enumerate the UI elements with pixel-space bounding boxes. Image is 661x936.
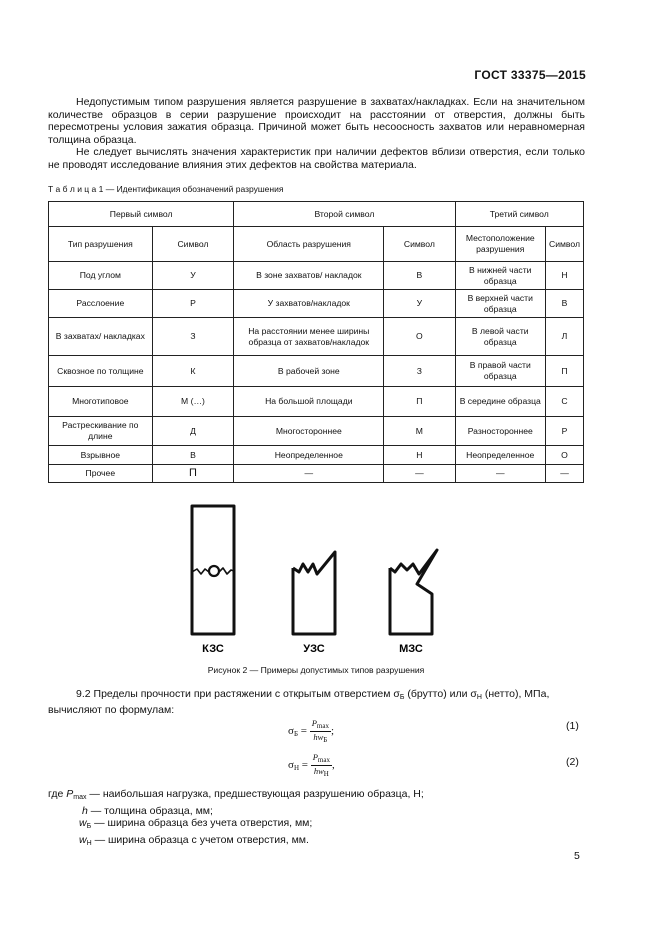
- specimen-kzs-drawing: [192, 506, 234, 634]
- table-row: [49, 465, 584, 483]
- legend-item: [48, 817, 424, 834]
- table-row: [49, 290, 584, 318]
- table-cell: Д: [152, 417, 234, 446]
- group-first-symbol: Первый символ: [49, 202, 234, 227]
- table-cell: В верхней части образца: [455, 290, 546, 318]
- table-cell: У захватов/накладок: [234, 290, 384, 318]
- table-cell: В захватах/ накладках: [49, 318, 153, 356]
- figure-caption: Рисунок 2 — Примеры допустимых типов разрушения: [207, 665, 425, 675]
- group-third-symbol: Третий символ: [455, 202, 584, 227]
- specimen-mzs-drawing: [390, 550, 437, 634]
- legend-item: [48, 834, 424, 851]
- formula-1-num: P: [311, 718, 317, 728]
- sub-b: Б: [399, 694, 405, 701]
- table-cell: О: [384, 318, 455, 356]
- table-cell: П: [384, 387, 455, 417]
- section-9-2-text: [48, 688, 585, 717]
- table-cell: В левой части образца: [455, 318, 546, 356]
- table-cell: К: [152, 356, 234, 387]
- sub-n: Н: [476, 694, 482, 701]
- table-cell: Растрескивание по длине: [49, 417, 153, 446]
- formula-2-den-sub: Н: [323, 770, 329, 778]
- table-row: [49, 446, 584, 465]
- equation-number-2: (2): [566, 756, 579, 768]
- table-cell: В: [546, 290, 584, 318]
- document-header: ГОСТ 33375—2015: [474, 68, 586, 82]
- formula-2-fraction: [311, 752, 332, 779]
- formula-2-num-sub: max: [317, 756, 330, 764]
- section-text-b: (брутто) или σ: [404, 688, 477, 700]
- legend-text: — наибольшая нагрузка, предшествующая разрушению образца, Н;: [86, 788, 424, 800]
- table-cell: В нижней части образца: [455, 262, 546, 290]
- formula-1-tail: ;: [330, 725, 335, 738]
- table-cell: З: [384, 356, 455, 387]
- formula-2-lhs: σ: [288, 759, 294, 772]
- label-uzs: УЗС: [303, 643, 325, 655]
- table-cell: Под углом: [49, 262, 153, 290]
- table-row: [49, 262, 584, 290]
- legend-sub: max: [73, 794, 87, 801]
- legend-symbol: h: [82, 804, 88, 817]
- table-cell: —: [546, 465, 584, 483]
- table-cell: О: [546, 446, 584, 465]
- page-number: 5: [574, 850, 580, 862]
- table-cell: П: [152, 465, 234, 483]
- legend-sub: Б: [86, 823, 92, 830]
- table-cell: Н: [546, 262, 584, 290]
- table-cell: С: [546, 387, 584, 417]
- table-cell: В зоне захватов/ накладок: [234, 262, 384, 290]
- formula-1-num-sub: max: [316, 722, 329, 730]
- formula-2-lhs-sub: Н: [293, 764, 299, 773]
- table-cell: На расстоянии менее ширины образца от захватов/накладок: [234, 318, 384, 356]
- table-cell: Взрывное: [49, 446, 153, 465]
- table-cell: Сквозное по толщине: [49, 356, 153, 387]
- table-cell: —: [455, 465, 546, 483]
- subheader-cell: Символ: [546, 227, 584, 262]
- section-text-c: (нетто), МПа, вычисляют по формулам:: [48, 688, 550, 716]
- table-row: [49, 417, 584, 446]
- table-cell: У: [152, 262, 234, 290]
- specimen-uzs-drawing: [293, 552, 335, 634]
- legend-text: — толщина образца, мм;: [87, 804, 213, 817]
- table-cell: В правой части образца: [455, 356, 546, 387]
- section-number: 9.2: [76, 688, 91, 700]
- table-cell: Многотиповое: [49, 387, 153, 417]
- table-cell: Р: [546, 417, 584, 446]
- formula-2: $\sigma_Н$ = $\frac{P_{max}}{hw_Н}$ ,: [288, 752, 335, 778]
- table-cell: —: [234, 465, 384, 483]
- subheader-cell: Местоположение разрушения: [455, 227, 546, 262]
- legend-symbol: P: [66, 788, 74, 800]
- table-cell: Н: [384, 446, 455, 465]
- failure-types-figure: [185, 500, 455, 660]
- table-caption: Т а б л и ц а 1 — Идентификация обозначений разрушения: [48, 184, 284, 194]
- legend-where: где: [48, 788, 64, 800]
- section-9-2: [48, 688, 585, 717]
- table-cell: Прочее: [49, 465, 153, 483]
- legend-sub: Н: [86, 839, 92, 847]
- table-cell: Расслоение: [49, 290, 153, 318]
- table-cell: Р: [152, 290, 234, 318]
- equation-number-1: (1): [566, 720, 579, 732]
- intro-text: [48, 96, 585, 171]
- formula-1-lhs: σ: [288, 725, 294, 738]
- subheader-cell: Символ: [152, 227, 234, 262]
- table-group-header: [49, 202, 584, 227]
- legend-text: — ширина образца с учетом отверстия, мм.: [91, 833, 309, 846]
- table-cell: З: [152, 318, 234, 356]
- table-cell: На большой площади: [234, 387, 384, 417]
- table-cell: У: [384, 290, 455, 318]
- table-row: [49, 387, 584, 417]
- legend-symbol: w: [79, 833, 87, 846]
- legend-item: [48, 805, 424, 818]
- formula-2-den: hw: [313, 766, 324, 776]
- table-cell: В: [384, 262, 455, 290]
- formula-2-tail: ,: [331, 759, 335, 772]
- section-text-a: Пределы прочности при растяжении с открытым отверстием σ: [93, 688, 400, 700]
- table-cell: В рабочей зоне: [234, 356, 384, 387]
- table-cell: В: [152, 446, 234, 465]
- paragraph-1: Недопустимым типом разрушения является разрушение в захватах/накладках. Если на значительном количестве образцов в серии разрушение происходит на расстоянии от отверстия, должны быть пересмотрены условия зажатия образца. Причиной может быть несоосность захватов или неравномерная толщина образца.: [48, 96, 585, 146]
- formula-2-num: P: [312, 752, 318, 762]
- legend-item: [48, 788, 424, 805]
- formula-1-lhs-sub: Б: [293, 730, 298, 739]
- table-cell: —: [384, 465, 455, 483]
- table-cell: М: [384, 417, 455, 446]
- table-cell: Л: [546, 318, 584, 356]
- table-row: [49, 356, 584, 387]
- formula-1: $\sigma_Б$ = $\frac{P_{max}}{hw_Б}$ ;: [288, 718, 335, 744]
- table-cell: Многостороннее: [234, 417, 384, 446]
- formula-1-fraction: [310, 718, 331, 745]
- table-cell: Разностороннее: [455, 417, 546, 446]
- group-second-symbol: Второй символ: [234, 202, 455, 227]
- subheader-cell: Область разрушения: [234, 227, 384, 262]
- formula-1-den-sub: Б: [323, 736, 328, 744]
- paragraph-2: Не следует вычислять значения характеристик при наличии дефектов вблизи отверстия, если только не проводят исследование влияния этих дефектов на свойства материала.: [48, 146, 585, 171]
- subheader-cell: Тип разрушения: [49, 227, 153, 262]
- table-cell: М (…): [152, 387, 234, 417]
- table-cell: Неопределенное: [455, 446, 546, 465]
- subheader-cell: Символ: [384, 227, 455, 262]
- table-subheader: [49, 227, 584, 262]
- label-mzs: МЗС: [399, 643, 423, 655]
- formula-1-den: hw: [313, 732, 324, 742]
- table-cell: Неопределенное: [234, 446, 384, 465]
- table-row: [49, 318, 584, 356]
- formula-legend: [48, 788, 424, 850]
- table-cell: П: [546, 356, 584, 387]
- legend-text: — ширина образца без учета отверстия, мм;: [91, 817, 313, 829]
- table-cell: В середине образца: [455, 387, 546, 417]
- legend-symbol: w: [79, 817, 87, 829]
- failure-codes-table: [48, 201, 584, 483]
- label-kzs: КЗС: [202, 643, 224, 655]
